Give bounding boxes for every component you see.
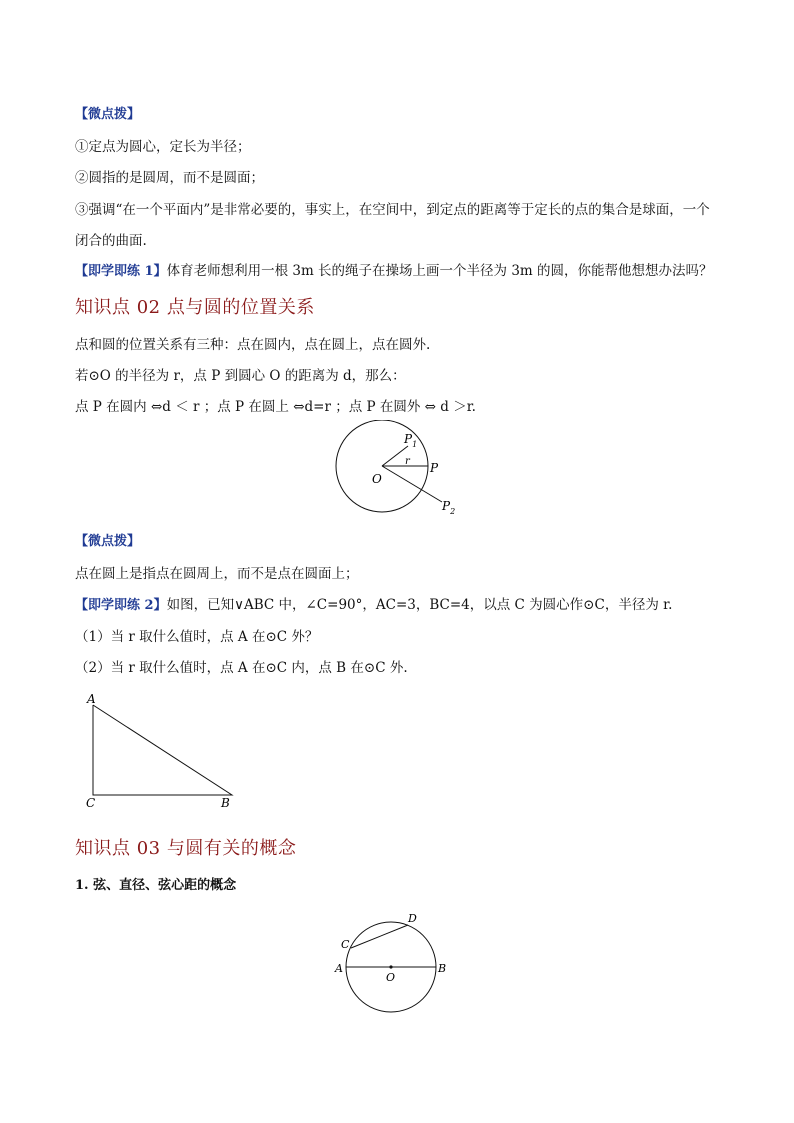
section-heading-03: 知识点 03 与圆有关的概念 [75, 838, 297, 859]
question-2: （2）当 r 取什么值时，点 A 在⊙C 内，点 B 在⊙C 外. [75, 660, 408, 676]
tip-item-3: ③强调“在一个平面内”是非常必要的，事实上，在空间中，到定点的距离等于定长的点的集合是球面，一个 [75, 202, 710, 218]
label-o-3: O [386, 971, 396, 984]
practice-1 [75, 259, 713, 279]
label-a-3: A [335, 962, 343, 975]
practice-1-label: 【即学即练 1】 [75, 264, 167, 279]
triangle-abc [93, 705, 232, 795]
triangle-figure [80, 690, 250, 815]
label-p: P [430, 461, 439, 475]
sec2-line-2: 若⊙O 的半径为 r，点 P 到圆心 O 的距离为 d，那么： [75, 368, 406, 384]
practice-2 [75, 593, 672, 613]
label-b: B [221, 796, 230, 810]
point-circle-figure [320, 420, 480, 520]
label-p2: $P_2$ [442, 499, 456, 516]
tip-item-1: ①定点为圆心，定长为半径； [75, 139, 251, 155]
label-a: A [87, 692, 96, 706]
tip-label-1: 【微点拨】 [75, 107, 141, 122]
practice-2-label: 【即学即练 2】 [75, 598, 167, 613]
label-o: O [372, 472, 382, 486]
section-heading-02: 知识点 02 点与圆的位置关系 [75, 297, 315, 318]
tip-item-2: ②圆指的是圆周，而不是圆面； [75, 170, 264, 186]
center-dot [389, 965, 392, 968]
chord-cd [351, 925, 408, 948]
sec2-line-3: 点 P 在圆内 ⇔d ＜ r ；点 P 在圆上 ⇔d=r ；点 P 在圆外 ⇔ d ＞r. [75, 399, 476, 415]
sec2-line-1: 点和圆的位置关系有三种：点在圆内，点在圆上，点在圆外. [75, 337, 431, 353]
label-c-3: C [341, 938, 350, 951]
tip-label-2: 【微点拨】 [75, 534, 141, 549]
practice-2-text: 如图，已知∨ABC 中，∠C=90°，AC=3，BC=4，以点 C 为圆心作⊙C，半径为 r. [166, 597, 673, 613]
tip-2-text: 点在圆上是指点在圆周上，而不是点在圆面上； [75, 566, 359, 582]
practice-1-text: 体育老师想利用一根 3m 长的绳子在操场上画一个半径为 3m 的圆，你能帮他想想办法吗？ [166, 263, 713, 279]
label-r: r [405, 456, 410, 467]
section-3-subheading: 1. 弦、直径、弦心距的概念 [75, 878, 237, 893]
label-b-3: B [438, 962, 447, 975]
label-p1: $P_1$ [404, 432, 418, 449]
label-c: C [86, 796, 96, 810]
tip-item-4: 闭合的曲面. [75, 233, 147, 249]
label-d-3: D [408, 912, 417, 925]
question-1: （1）当 r 取什么值时，点 A 在⊙C 外？ [75, 629, 319, 645]
chord-circle-figure [330, 905, 460, 1015]
